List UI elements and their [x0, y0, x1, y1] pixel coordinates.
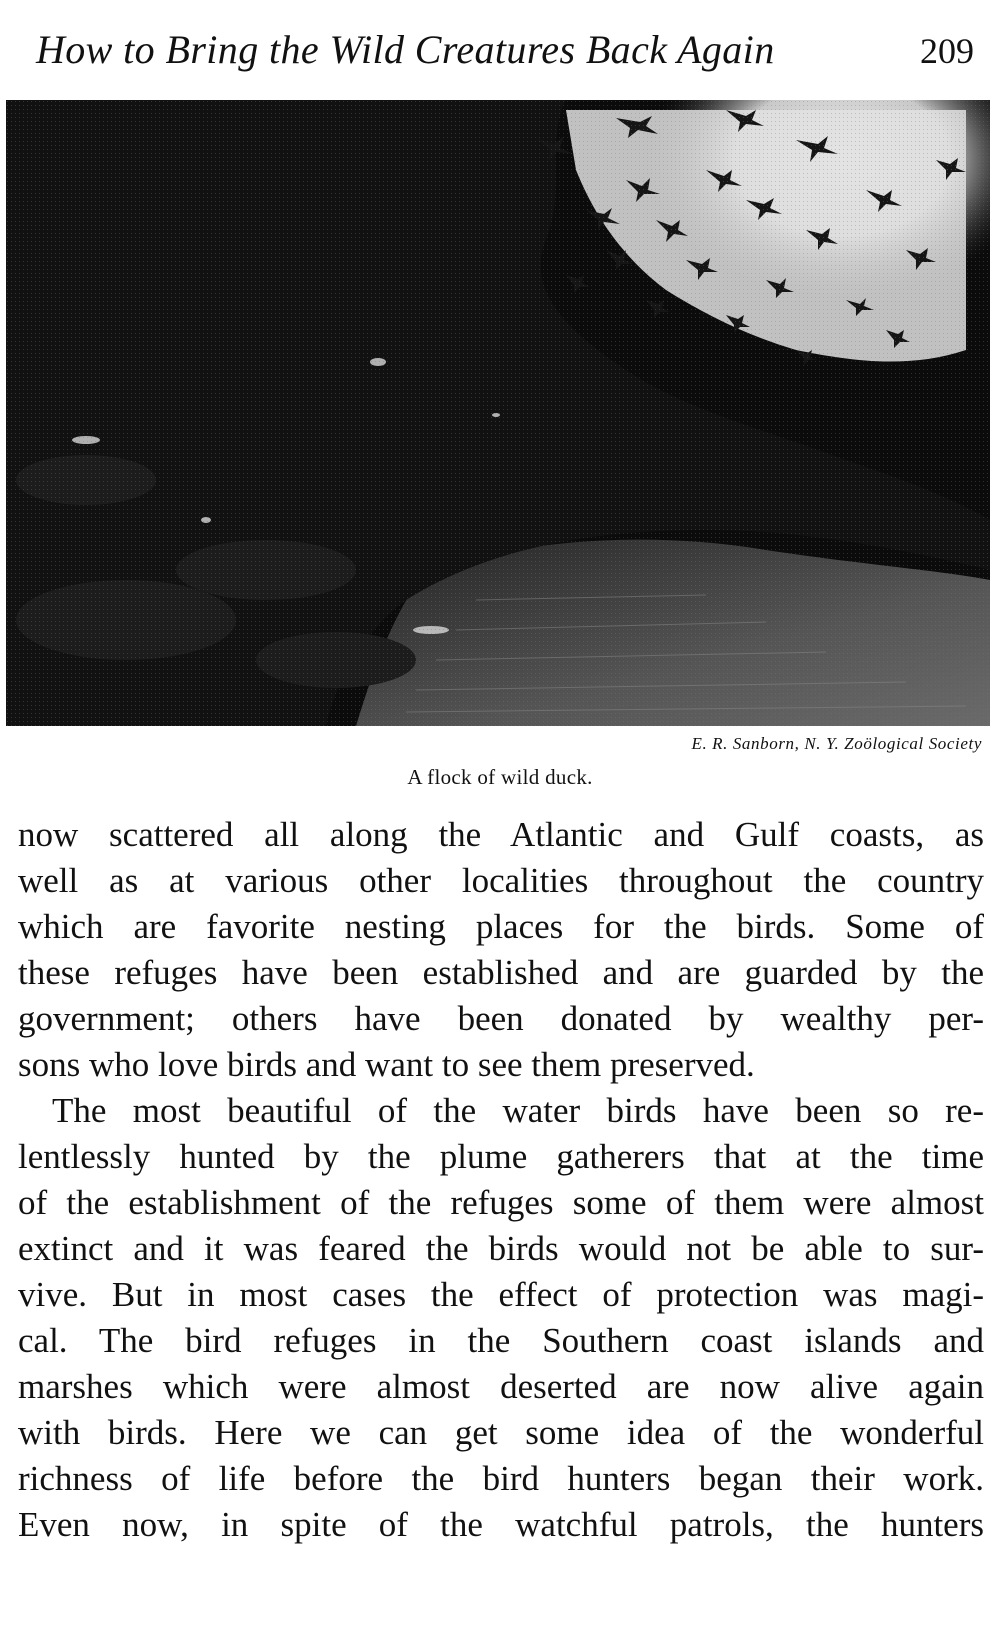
text-line: government; others have been donated by wealthy per- — [18, 999, 984, 1038]
photograph-rendering — [6, 100, 990, 726]
text-line: marshes which were almost deserted are now alive again — [18, 1367, 984, 1406]
text-line: sons who love birds and want to see them preserved. — [18, 1045, 755, 1084]
text-line: The most beautiful of the water birds have been so re- — [52, 1091, 984, 1130]
text-line: lentlessly hunted by the plume gatherers that at the time — [18, 1137, 984, 1176]
text-line: now scattered all along the Atlantic and Gulf coasts, as — [18, 815, 984, 854]
text-line: these refuges have been established and are guarded by the — [18, 953, 984, 992]
text-line: well as at various other localities throughout the country — [18, 861, 984, 900]
text-line: Even now, in spite of the watchful patrols, the hunters — [18, 1505, 984, 1544]
photo-credit: E. R. Sanborn, N. Y. Zoölogical Society — [691, 734, 982, 753]
text-line: vive. But in most cases the effect of protection was magi- — [18, 1275, 984, 1314]
text-line: which are favorite nesting places for the birds. Some of — [18, 907, 984, 946]
text-line: with birds. Here we can get some idea of the wonderful — [18, 1413, 984, 1452]
text-line: cal. The bird refuges in the Southern coast islands and — [18, 1321, 984, 1360]
page-number: 209 — [920, 31, 974, 71]
halftone-grain — [6, 100, 990, 726]
running-head — [18, 22, 988, 78]
running-title: How to Bring the Wild Creatures Back Again — [36, 27, 775, 72]
text-line: extinct and it was feared the birds would not be able to sur- — [18, 1229, 984, 1268]
duck-flock-photograph — [6, 100, 990, 726]
text-line: richness of life before the bird hunters began their work. — [18, 1459, 984, 1498]
figure-caption: A flock of wild duck. — [407, 765, 593, 789]
body-text — [18, 812, 984, 1548]
text-line: of the establishment of the refuges some of them were almost — [18, 1183, 984, 1222]
